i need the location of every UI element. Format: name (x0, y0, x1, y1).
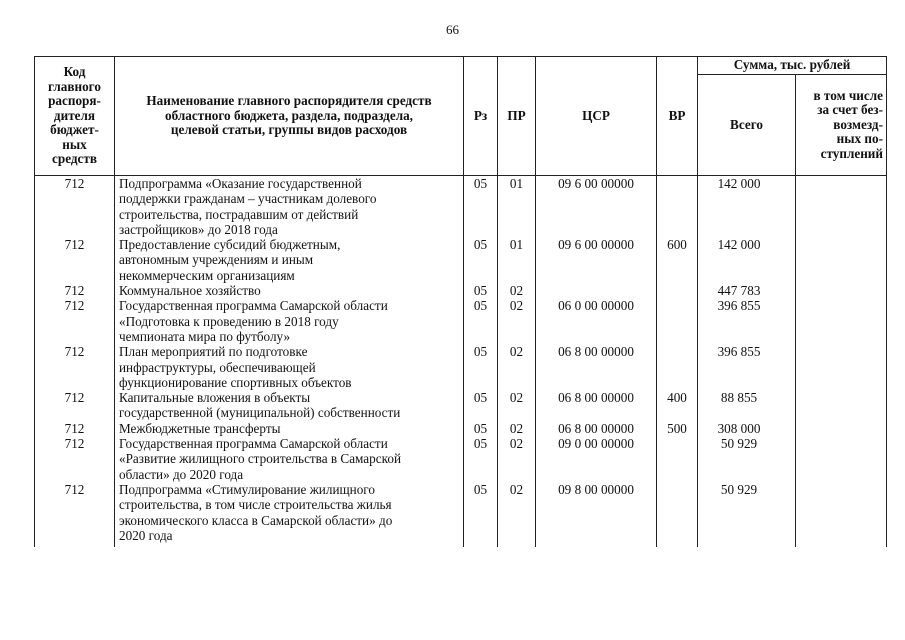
row-vr: 500 (657, 421, 698, 436)
row-code: 712 (35, 482, 115, 547)
row-name: План мероприятий по подготовке инфраструктуры, обеспечивающей функционирование спортивных объектов (115, 344, 464, 390)
row-csr: 09 6 00 00000 (536, 237, 657, 283)
table-row (35, 176, 887, 238)
row-vr (657, 482, 698, 547)
row-pr: 02 (498, 298, 536, 344)
row-total: 396 855 (698, 298, 796, 344)
table-row (35, 390, 887, 421)
row-including (796, 237, 887, 283)
table-row (35, 436, 887, 482)
row-code: 712 (35, 176, 115, 238)
row-name: Подпрограмма «Оказание государственной поддержки гражданам – участникам долевого строительства, пострадавшим от действий застройщиков» до 2018 года (115, 176, 464, 238)
row-including (796, 283, 887, 298)
row-rz: 05 (464, 176, 498, 238)
header-total: Всего (698, 75, 796, 176)
row-code: 712 (35, 421, 115, 436)
row-pr: 02 (498, 283, 536, 298)
row-including (796, 390, 887, 421)
row-including (796, 298, 887, 344)
row-vr (657, 298, 698, 344)
row-pr: 01 (498, 237, 536, 283)
header-csr: ЦСР (536, 57, 657, 176)
row-csr: 09 0 00 00000 (536, 436, 657, 482)
row-name: Капитальные вложения в объекты государственной (муниципальной) собственности (115, 390, 464, 421)
row-including (796, 344, 887, 390)
row-total: 50 929 (698, 482, 796, 547)
row-pr: 02 (498, 436, 536, 482)
row-name: Коммунальное хозяйство (115, 283, 464, 298)
row-pr: 02 (498, 344, 536, 390)
row-code: 712 (35, 390, 115, 421)
row-total: 447 783 (698, 283, 796, 298)
row-name: Подпрограмма «Стимулирование жилищного строительства, в том числе строительства жилья экономического класса в Самарской области» до 2020 года (115, 482, 464, 547)
header-code: Код главного распоря- дителя бюджет- ных средств (35, 57, 115, 176)
row-total: 142 000 (698, 237, 796, 283)
row-total: 308 000 (698, 421, 796, 436)
header-rz: Рз (464, 57, 498, 176)
row-code: 712 (35, 344, 115, 390)
row-csr: 09 6 00 00000 (536, 176, 657, 238)
row-vr: 600 (657, 237, 698, 283)
table-row (35, 421, 887, 436)
row-rz: 05 (464, 283, 498, 298)
table-body (35, 176, 887, 548)
row-pr: 02 (498, 390, 536, 421)
row-csr: 09 8 00 00000 (536, 482, 657, 547)
row-vr (657, 176, 698, 238)
header-including: в том числе за счет без- возмезд- ных по- ступлений (796, 75, 887, 176)
budget-table (34, 56, 887, 547)
row-csr: 06 8 00 00000 (536, 344, 657, 390)
page-number: 66 (446, 22, 459, 37)
row-pr: 02 (498, 482, 536, 547)
row-vr (657, 283, 698, 298)
table-row (35, 482, 887, 547)
row-rz: 05 (464, 482, 498, 547)
row-name: Межбюджетные трансферты (115, 421, 464, 436)
row-csr: 06 8 00 00000 (536, 390, 657, 421)
table-row (35, 298, 887, 344)
table-row (35, 237, 887, 283)
row-rz: 05 (464, 298, 498, 344)
header-name: Наименование главного распорядителя средств областного бюджета, раздела, подраздела, целевой статьи, группы видов расходов (115, 57, 464, 176)
row-csr: 06 8 00 00000 (536, 421, 657, 436)
row-vr (657, 436, 698, 482)
row-pr: 01 (498, 176, 536, 238)
table-row (35, 344, 887, 390)
row-total: 50 929 (698, 436, 796, 482)
row-vr: 400 (657, 390, 698, 421)
row-name: Государственная программа Самарской области «Подготовка к проведению в 2018 году чемпионата мира по футболу» (115, 298, 464, 344)
row-rz: 05 (464, 421, 498, 436)
row-including (796, 436, 887, 482)
row-pr: 02 (498, 421, 536, 436)
table-header (35, 57, 887, 176)
header-vr: ВР (657, 57, 698, 176)
row-csr (536, 283, 657, 298)
table-row (35, 283, 887, 298)
row-rz: 05 (464, 344, 498, 390)
row-total: 396 855 (698, 344, 796, 390)
row-csr: 06 0 00 00000 (536, 298, 657, 344)
row-code: 712 (35, 436, 115, 482)
row-code: 712 (35, 237, 115, 283)
row-total: 142 000 (698, 176, 796, 238)
row-rz: 05 (464, 390, 498, 421)
row-rz: 05 (464, 237, 498, 283)
row-vr (657, 344, 698, 390)
row-name: Предоставление субсидий бюджетным, автономным учреждениям и иным некоммерческим организациям (115, 237, 464, 283)
row-code: 712 (35, 283, 115, 298)
row-name: Государственная программа Самарской области «Развитие жилищного строительства в Самарской области» до 2020 года (115, 436, 464, 482)
row-including (796, 421, 887, 436)
header-pr: ПР (498, 57, 536, 176)
row-code: 712 (35, 298, 115, 344)
row-including (796, 482, 887, 547)
row-total: 88 855 (698, 390, 796, 421)
header-sum: Сумма, тыс. рублей (698, 57, 887, 75)
row-rz: 05 (464, 436, 498, 482)
row-including (796, 176, 887, 238)
